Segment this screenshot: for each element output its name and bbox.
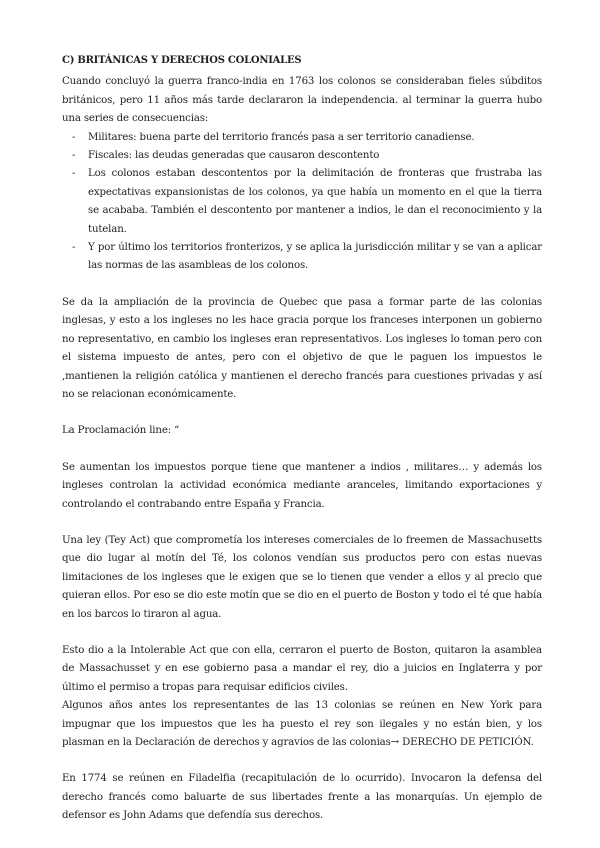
list-item	[62, 239, 542, 276]
philadelphia-paragraph: En 1774 se reúnen en Filadelfia (recapitulación de lo ocurrido). Invocaron la defensa del derecho francés como baluarte de sus libertades frente a las monarquías. Un ejemplo de defensor es John Adams que defendía sus derechos.	[62, 773, 542, 822]
list-item-text: Militares: buena parte del territorio francés pasa a ser territorio canadiense.	[88, 131, 475, 143]
spacer	[62, 752, 542, 770]
section-heading: C) BRITÁNICAS Y DERECHOS COLONIALES	[62, 55, 302, 66]
proclamation-line: La Proclamación line: “	[62, 425, 180, 437]
list-item-text: Los colonos estaban descontentos por la delimitación de fronteras que frustraba las expectativas expansionistas de los colonos, ya que había un momento en el que la tierra se acababa. También el descontento por mantener a indios, le dan el reconocimiento y la tutelan.	[88, 168, 542, 235]
list-item	[62, 147, 542, 165]
list-item	[62, 165, 542, 239]
bullet-dash: -	[72, 150, 76, 162]
spacer	[62, 404, 542, 422]
tea-act-paragraph: Una ley (Tey Act) que comprometía los intereses comerciales de lo freemen de Massachusetts que dio lugar al motín del Té, los colonos vendían sus productos pero con estas nuevas limitaciones de los ingleses que le exigen que se lo tienen que vender a ellos y al precio que quieran ellos. Por eso se dio este motín que se dio en el puerto de Boston y todo el té que había en los barcos lo tiraron al agua.	[62, 534, 542, 620]
bullet-dash: -	[72, 168, 76, 180]
taxes-paragraph: Se aumentan los impuestos porque tiene que mantener a indios , militares… y además los ingleses controlan la actividad económica mediante aranceles, limitando exportaciones y controlando el contrabando entre España y Francia.	[62, 461, 542, 510]
list-item-text: Fiscales: las deudas generadas que causaron descontento	[88, 150, 380, 162]
spacer	[62, 441, 542, 459]
intro-paragraph: Cuando concluyó la guerra franco-india en 1763 los colonos se consideraban fieles súbditos británicos, pero 11 años más tarde declararon la independencia. al terminar la guerra hubo una series de consecuencias:	[62, 76, 542, 125]
document-page	[62, 52, 542, 826]
spacer	[62, 514, 542, 532]
list-item-text: Y por último los territorios fronterizos, y se aplica la jurisdicción militar y se van a aplicar las normas de las asambleas de los colonos.	[88, 242, 542, 272]
bullet-dash: -	[72, 242, 76, 254]
quebec-paragraph: Se da la ampliación de la provincia de Quebec que pasa a formar parte de las colonias inglesas, y esto a los ingleses no les hace gracia porque los franceses interponen un gobierno no representativo, en cambio los ingleses eran representativos. Los ingleses lo toman pero con el sistema impuesto de antes, pero con el objetivo de que le paguen los impuestos le ,mantienen la religión católica y mantienen el derecho francés para cuestiones privadas y así no se relacionan económicamente.	[62, 296, 542, 400]
spacer	[62, 624, 542, 642]
consequences-list	[62, 129, 542, 276]
bullet-dash: -	[72, 131, 76, 143]
list-item	[62, 129, 542, 147]
spacer	[62, 276, 542, 294]
thirteen-colonies-paragraph: Algunos años antes los representantes de las 13 colonias se reúnen en New York para impugnar que los impuestos que les ha puesto el rey son ilegales y no están bien, y los plasman en la Declaración de derechos y agravios de las colonias→ DERECHO DE PETICIÓN.	[62, 700, 542, 748]
intolerable-act-paragraph: Esto dio a la Intolerable Act que con ella, cerraron el puerto de Boston, quitaron la asamblea de Massachusset y en ese gobierno pasa a mandar el rey, dio a juicios en Inglaterra y por último el permiso a tropas para requisar edificios civiles.	[62, 644, 542, 693]
